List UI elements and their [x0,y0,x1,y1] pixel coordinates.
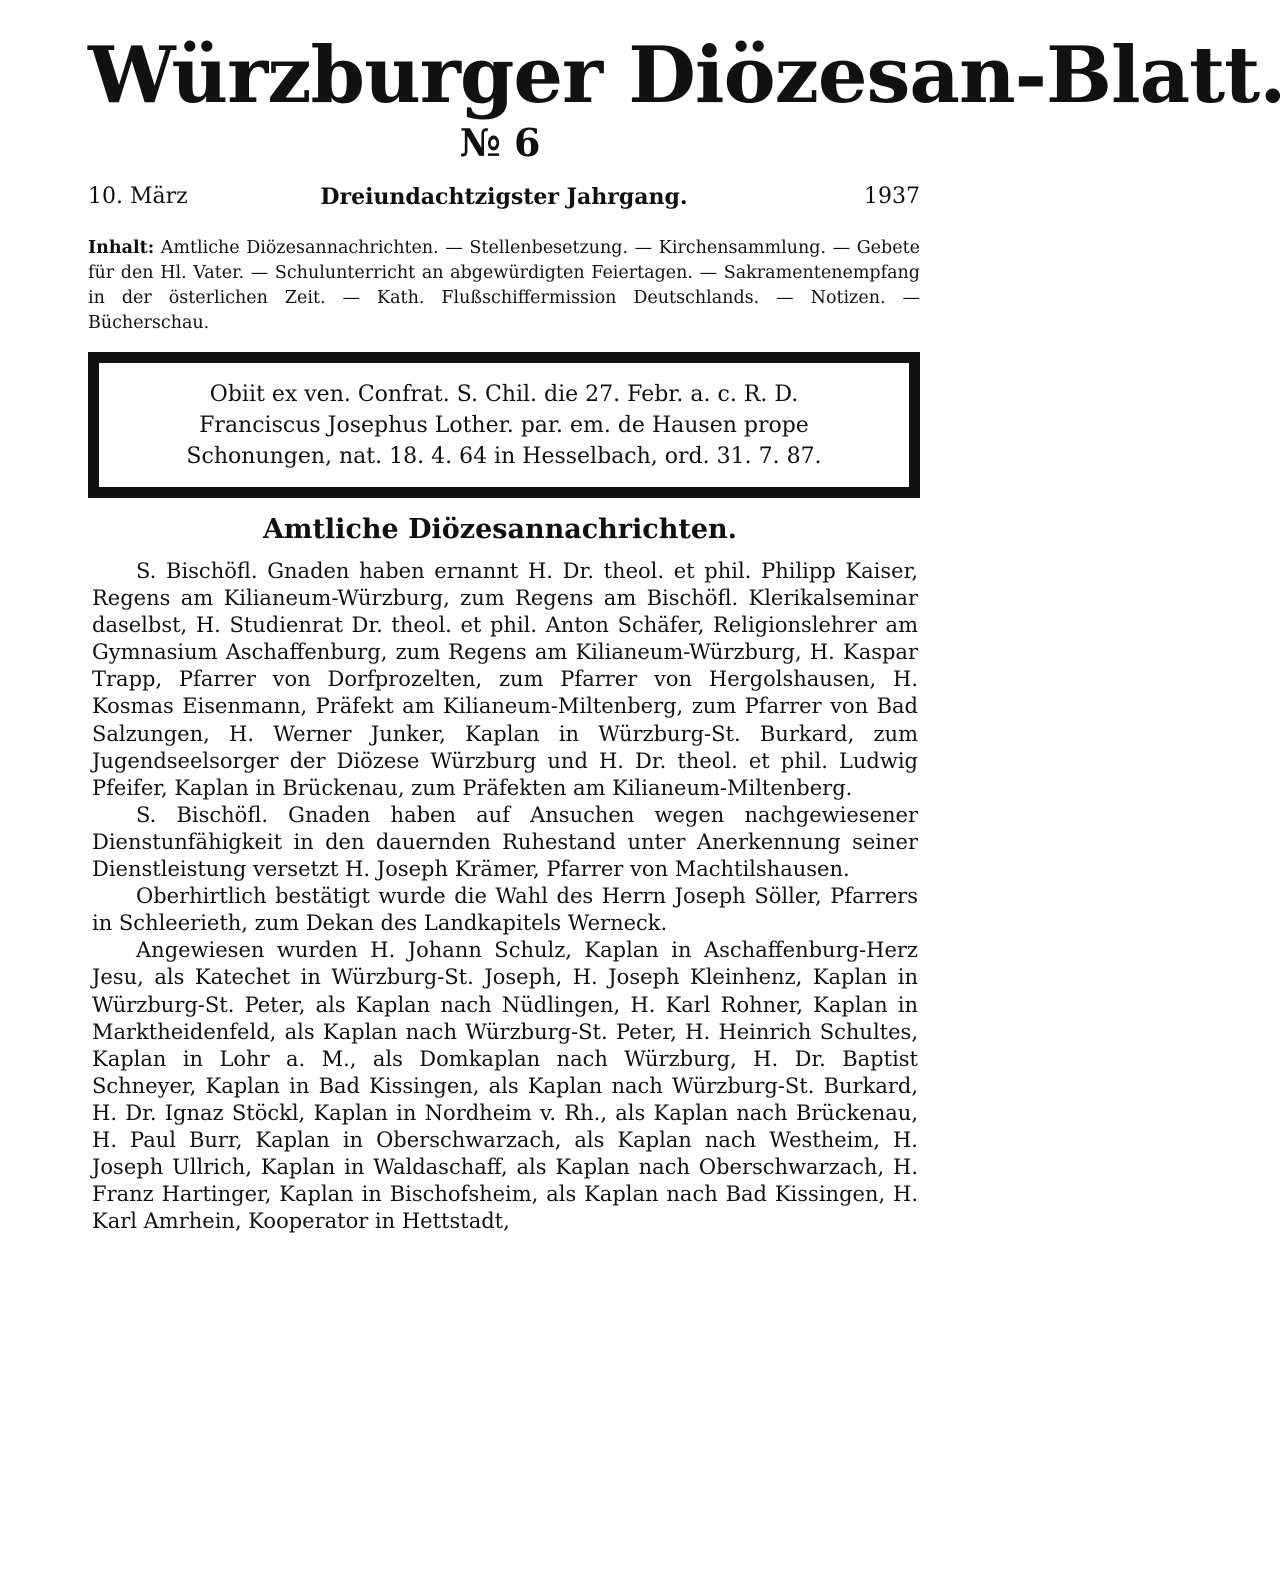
issue-year: 1937 [864,184,920,209]
masthead-title: Würzburger Diözesan-Blatt. [88,30,1285,121]
volume-label: Dreiundachtzigster Jahrgang. [320,184,688,210]
dateline [88,180,920,214]
paragraph: Oberhirtlich bestätigt wurde die Wahl des Herrn Joseph Söller, Pfarrers in Schleerieth, zum Dekan des Landkapitels Werneck. [92,884,918,936]
issue-date: 10. März [88,184,188,209]
paragraph: S. Bischöfl. Gnaden haben auf Ansuchen wegen nachgewiesener Dienstunfähigkeit in den dauernden Ruhestand unter Anerkennung seiner Dienstleistung versetzt H. Joseph Krämer, Pfarrer von Machtilshausen. [92,802,918,882]
contents-text: Amtliche Diözesannachrichten. — Stellenbesetzung. — Kirchensammlung. — Gebete für den Hl. Vater. — Schulunterricht an abgewürdigten Feiertagen. — Sakramentenempfang in der österlichen Zeit. — Kath. Flußschiffermission Deutschlands. — Notizen. — Bücherschau. [88,238,920,333]
section-title: Amtliche Diözesannachrichten. [262,514,738,545]
article-body [92,558,918,1235]
obituary-line: Schonungen, nat. 18. 4. 64 in Hesselbach, ord. 31. 7. 87. [186,444,822,469]
obituary-line: Franciscus Josephus Lother. par. em. de Hausen prope [199,413,809,438]
contents-label: Inhalt: [88,238,155,258]
obituary-line: Obiit ex ven. Confrat. S. Chil. die 27. Febr. a. c. R. D. [209,382,799,407]
paragraph: S. Bischöfl. Gnaden haben ernannt H. Dr. theol. et phil. Philipp Kaiser, Regens am Kilianeum-Würzburg, zum Regens am Bischöfl. Klerikalseminar daselbst, H. Studienrat Dr. theol. et phil. Anton Schäfer, Religionslehrer am Gymnasium Aschaffenburg, zum Regens am Kilianeum-Würzburg, H. Kaspar Trapp, Pfarrer von Dorfprozelten, zum Pfarrer von Hergolshausen, H. Kosmas Eisenmann, Präfekt am Kilianeum-Miltenberg, zum Pfarrer von Bad Salzungen, H. Werner Junker, Kaplan in Würzburg-St. Burkard, zum Jugendseelsorger der Diözese Würzburg und H. Dr. theol. et phil. Ludwig Pfeifer, Kaplan in Brückenau, zum Präfekten am Kilianeum-Miltenberg. [92,559,918,800]
issue-number: № 6 [459,120,541,165]
obituary-box [88,352,920,498]
table-of-contents [88,236,920,336]
paragraph: Angewiesen wurden H. Johann Schulz, Kaplan in Aschaffenburg-Herz Jesu, als Katechet in Würzburg-St. Joseph, H. Joseph Kleinhenz, Kaplan in Würzburg-St. Peter, als Kaplan nach Nüdlingen, H. Karl Rohner, Kaplan in Marktheidenfeld, als Kaplan nach Würzburg-St. Peter, H. Heinrich Schultes, Kaplan in Lohr a. M., als Domkaplan nach Würzburg, H. Dr. Baptist Schneyer, Kaplan in Bad Kissingen, als Kaplan nach Würzburg-St. Burkard, H. Dr. Ignaz Stöckl, Kaplan in Nordheim v. Rh., als Kaplan nach Brückenau, H. Paul Burr, Kaplan in Oberschwarzach, als Kaplan nach Westheim, H. Joseph Ullrich, Kaplan in Waldaschaff, als Kaplan nach Oberschwarzach, H. Franz Hartinger, Kaplan in Bischofsheim, als Kaplan nach Bad Kissingen, H. Karl Amrhein, Kooperator in Hettstadt, [92,938,918,1234]
